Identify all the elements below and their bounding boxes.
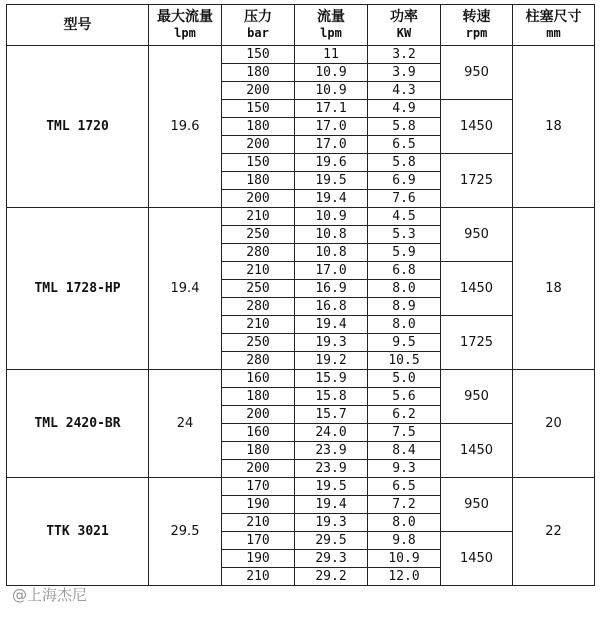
header-row [7, 5, 595, 46]
flow-cell: 19.5 [295, 478, 368, 496]
flow-cell: 19.4 [295, 190, 368, 208]
pressure-cell: 190 [222, 550, 295, 568]
power-cell: 7.2 [368, 496, 441, 514]
plunger-size-cell: 20 [513, 370, 595, 478]
flow-cell: 15.8 [295, 388, 368, 406]
plunger-size-cell: 22 [513, 478, 595, 586]
pressure-cell: 200 [222, 460, 295, 478]
model-name-cell: TML 2420-BR [7, 370, 149, 478]
flow-cell: 10.9 [295, 64, 368, 82]
flow-cell: 29.5 [295, 532, 368, 550]
header-flow-label: 流量 [317, 9, 345, 25]
flow-cell: 19.4 [295, 316, 368, 334]
header-plunger [513, 5, 595, 46]
model-name-cell: TML 1720 [7, 46, 149, 208]
pressure-cell: 280 [222, 352, 295, 370]
power-cell: 8.0 [368, 514, 441, 532]
power-cell: 9.3 [368, 460, 441, 478]
power-cell: 5.9 [368, 244, 441, 262]
pressure-cell: 210 [222, 514, 295, 532]
pressure-cell: 200 [222, 136, 295, 154]
header-model-label: 型号 [63, 17, 92, 33]
flow-cell: 24.0 [295, 424, 368, 442]
rpm-cell: 1450 [441, 532, 513, 586]
power-cell: 5.6 [368, 388, 441, 406]
pressure-cell: 200 [222, 190, 295, 208]
pressure-cell: 180 [222, 172, 295, 190]
power-cell: 10.9 [368, 550, 441, 568]
pressure-cell: 210 [222, 316, 295, 334]
power-cell: 9.8 [368, 532, 441, 550]
max-flow-cell: 29.5 [149, 478, 222, 586]
header-speed [441, 5, 513, 46]
power-cell: 4.5 [368, 208, 441, 226]
header-plunger-unit: mm [546, 26, 561, 40]
table-row [7, 46, 595, 64]
pressure-cell: 150 [222, 154, 295, 172]
header-speed-label: 转速 [462, 9, 491, 25]
flow-cell: 19.3 [295, 514, 368, 532]
pressure-cell: 150 [222, 46, 295, 64]
power-cell: 4.3 [368, 82, 441, 100]
power-cell: 8.4 [368, 442, 441, 460]
pressure-cell: 180 [222, 388, 295, 406]
pressure-cell: 210 [222, 208, 295, 226]
power-cell: 6.2 [368, 406, 441, 424]
header-power-label: 功率 [390, 9, 418, 25]
pressure-cell: 180 [222, 64, 295, 82]
header-max-flow-label: 最大流量 [157, 9, 213, 25]
pressure-cell: 280 [222, 298, 295, 316]
plunger-size-cell: 18 [513, 46, 595, 208]
power-cell: 12.0 [368, 568, 441, 586]
pressure-cell: 280 [222, 244, 295, 262]
flow-cell: 10.9 [295, 82, 368, 100]
flow-cell: 23.9 [295, 460, 368, 478]
pressure-cell: 170 [222, 478, 295, 496]
flow-cell: 10.8 [295, 244, 368, 262]
rpm-cell: 950 [441, 370, 513, 424]
pressure-cell: 250 [222, 280, 295, 298]
power-cell: 4.9 [368, 100, 441, 118]
pressure-cell: 210 [222, 262, 295, 280]
table-body [7, 46, 595, 586]
power-cell: 5.8 [368, 154, 441, 172]
header-pressure [222, 5, 295, 46]
flow-cell: 16.8 [295, 298, 368, 316]
power-cell: 8.0 [368, 316, 441, 334]
power-cell: 6.5 [368, 136, 441, 154]
flow-cell: 29.2 [295, 568, 368, 586]
flow-cell: 17.1 [295, 100, 368, 118]
rpm-cell: 950 [441, 46, 513, 100]
flow-cell: 15.9 [295, 370, 368, 388]
flow-cell: 17.0 [295, 136, 368, 154]
power-cell: 3.9 [368, 64, 441, 82]
header-max-flow-unit: lpm [174, 26, 196, 40]
flow-cell: 23.9 [295, 442, 368, 460]
power-cell: 5.8 [368, 118, 441, 136]
max-flow-cell: 24 [149, 370, 222, 478]
flow-cell: 17.0 [295, 118, 368, 136]
pressure-cell: 150 [222, 100, 295, 118]
flow-cell: 29.3 [295, 550, 368, 568]
table-row [7, 208, 595, 226]
flow-cell: 19.6 [295, 154, 368, 172]
header-pressure-label: 压力 [244, 9, 272, 25]
model-name-cell: TML 1728-HP [7, 208, 149, 370]
power-cell: 5.0 [368, 370, 441, 388]
header-speed-unit: rpm [465, 26, 488, 40]
pressure-cell: 180 [222, 118, 295, 136]
table-header [7, 5, 595, 46]
pressure-cell: 250 [222, 226, 295, 244]
pressure-cell: 170 [222, 532, 295, 550]
power-cell: 6.5 [368, 478, 441, 496]
pressure-cell: 180 [222, 442, 295, 460]
pressure-cell: 160 [222, 424, 295, 442]
pressure-cell: 160 [222, 370, 295, 388]
power-cell: 8.0 [368, 280, 441, 298]
header-flow-unit: lpm [320, 26, 342, 40]
pressure-cell: 200 [222, 406, 295, 424]
flow-cell: 19.4 [295, 496, 368, 514]
flow-cell: 15.7 [295, 406, 368, 424]
flow-cell: 17.0 [295, 262, 368, 280]
rpm-cell: 1450 [441, 100, 513, 154]
rpm-cell: 1450 [441, 262, 513, 316]
table-row [7, 370, 595, 388]
power-cell: 6.9 [368, 172, 441, 190]
flow-cell: 16.9 [295, 280, 368, 298]
power-cell: 9.5 [368, 334, 441, 352]
power-cell: 8.9 [368, 298, 441, 316]
header-plunger-label: 柱塞尺寸 [525, 9, 582, 25]
flow-cell: 19.2 [295, 352, 368, 370]
header-max-flow [149, 5, 222, 46]
power-cell: 3.2 [368, 46, 441, 64]
rpm-cell: 1725 [441, 154, 513, 208]
power-cell: 6.8 [368, 262, 441, 280]
max-flow-cell: 19.4 [149, 208, 222, 370]
table-row [7, 478, 595, 496]
power-cell: 7.5 [368, 424, 441, 442]
pressure-cell: 250 [222, 334, 295, 352]
power-cell: 5.3 [368, 226, 441, 244]
pressure-cell: 190 [222, 496, 295, 514]
flow-cell: 19.5 [295, 172, 368, 190]
plunger-size-cell: 18 [513, 208, 595, 370]
rpm-cell: 950 [441, 208, 513, 262]
watermark: @上海杰尼 [12, 586, 88, 604]
header-power-unit: KW [396, 26, 412, 40]
rpm-cell: 1725 [441, 316, 513, 370]
flow-cell: 10.9 [295, 208, 368, 226]
header-model [7, 5, 149, 46]
model-name-cell: TTK 3021 [7, 478, 149, 586]
flow-cell: 11 [295, 46, 368, 64]
header-power [368, 5, 441, 46]
pump-spec-table [6, 4, 595, 586]
power-cell: 7.6 [368, 190, 441, 208]
rpm-cell: 1450 [441, 424, 513, 478]
pressure-cell: 200 [222, 82, 295, 100]
header-pressure-unit: bar [247, 26, 269, 40]
rpm-cell: 950 [441, 478, 513, 532]
max-flow-cell: 19.6 [149, 46, 222, 208]
power-cell: 10.5 [368, 352, 441, 370]
pressure-cell: 210 [222, 568, 295, 586]
header-flow [295, 5, 368, 46]
flow-cell: 19.3 [295, 334, 368, 352]
flow-cell: 10.8 [295, 226, 368, 244]
